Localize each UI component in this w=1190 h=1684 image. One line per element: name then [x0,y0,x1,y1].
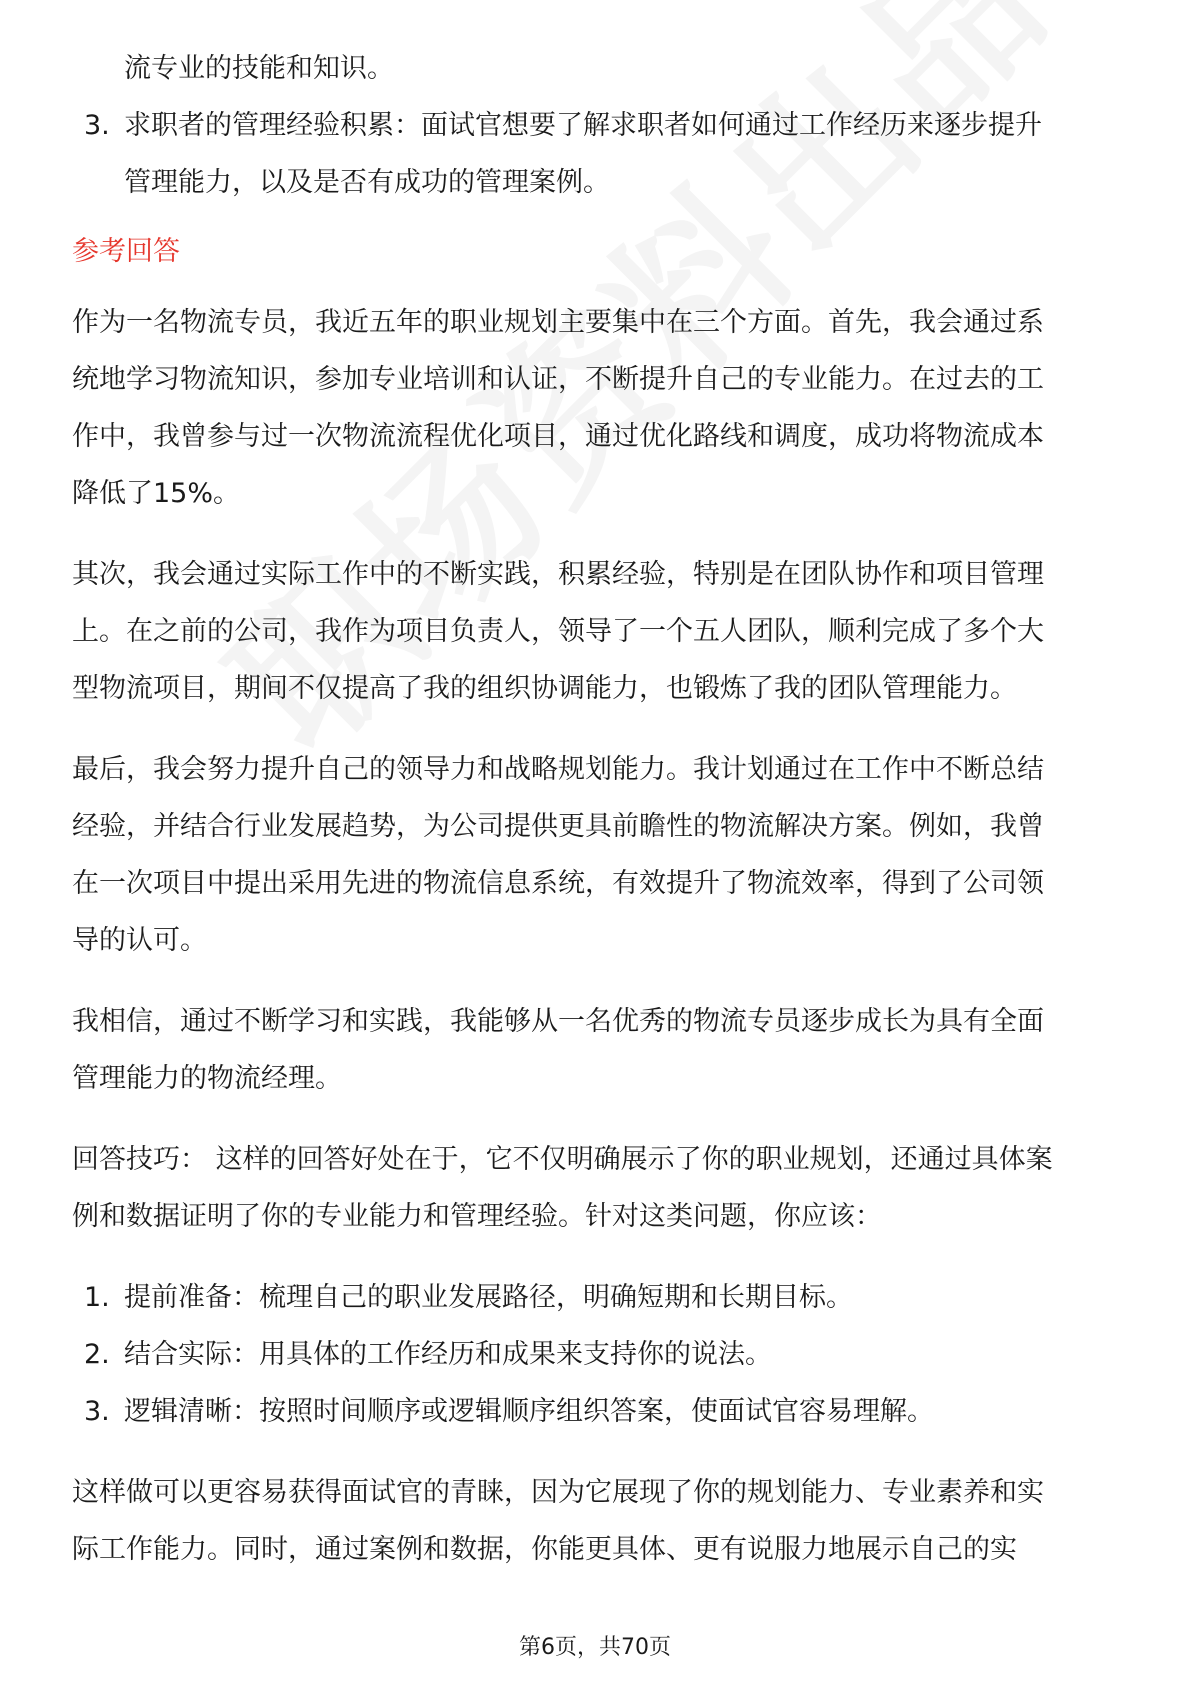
paragraph [72,993,1120,1107]
paragraph [72,741,1120,969]
list-item-line: 求职者的管理经验积累：面试官想要了解求职者如何通过工作经历来逐步提升 [124,110,1042,141]
list-item [72,1269,1120,1326]
paragraph-line: 我相信，通过不断学习和实践，我能够从一名优秀的物流专员逐步成长为具有全面 [72,1006,1044,1037]
list-item [72,97,1120,211]
section-heading: 参考回答 [72,236,180,267]
list-item-text: 提前准备：梳理自己的职业发展路径，明确短期和长期目标。 [124,1282,853,1313]
paragraph-line: 最后，我会努力提升自己的领导力和战略规划能力。我计划通过在工作中不断总结 [72,754,1044,785]
list-item-number: 1. [84,1282,110,1313]
paragraph-line: 统地学习物流知识，参加专业培训和认证，不断提升自己的专业能力。在过去的工 [72,364,1044,395]
page-number: 第6页，共70页 [519,1635,671,1660]
paragraph-line: 作中，我曾参与过一次物流流程优化项目，通过优化路线和调度，成功将物流成本 [72,421,1044,452]
list-item [72,1326,1120,1383]
list-item [72,1383,1120,1440]
paragraph-line: 作为一名物流专员，我近五年的职业规划主要集中在三个方面。首先，我会通过系 [72,307,1044,338]
page-content [72,40,1120,1578]
tips-list [72,1269,1120,1440]
list-item-text: 逻辑清晰：按照时间顺序或逻辑顺序组织答案，使面试官容易理解。 [124,1396,934,1427]
paragraph-line: 降低了15%。 [72,478,241,509]
list-item-number: 3. [84,1396,110,1427]
closing-paragraph [72,1464,1120,1578]
paragraph-line: 经验，并结合行业发展趋势，为公司提供更具前瞻性的物流解决方案。例如，我曾 [72,811,1044,842]
paragraph-line: 导的认可。 [72,925,207,956]
paragraph [72,294,1120,522]
list-item-text: 结合实际：用具体的工作经历和成果来支持你的说法。 [124,1339,772,1370]
paragraph-line: 例和数据证明了你的专业能力和管理经验。针对这类问题，你应该： [72,1201,882,1232]
list-item-number: 3. [84,110,110,141]
paragraph-line: 其次，我会通过实际工作中的不断实践，积累经验，特别是在团队协作和项目管理 [72,559,1044,590]
list-item-number: 2. [84,1339,110,1370]
paragraph-line: 在一次项目中提出采用先进的物流信息系统，有效提升了物流效率，得到了公司领 [72,868,1044,899]
paragraph-answer-tips [72,1131,1120,1245]
list-item-continuation: 流专业的技能和知识。 [124,53,394,84]
paragraph-line: 这样做可以更容易获得面试官的青睐，因为它展现了你的规划能力、专业素养和实 [72,1477,1044,1508]
paragraph-line: 型物流项目，期间不仅提高了我的组织协调能力，也锻炼了我的团队管理能力。 [72,673,1017,704]
top-list [72,40,1120,211]
list-item-line: 管理能力，以及是否有成功的管理案例。 [124,167,610,198]
paragraph-line: 回答技巧： 这样的回答好处在于，它不仅明确展示了你的职业规划，还通过具体案 [72,1144,1053,1175]
paragraph-line: 管理能力的物流经理。 [72,1063,342,1094]
paragraph-line: 上。在之前的公司，我作为项目负责人，领导了一个五人团队，顺利完成了多个大 [72,616,1044,647]
paragraph [72,546,1120,717]
paragraph-line: 际工作能力。同时，通过案例和数据，你能更具体、更有说服力地展示自己的实 [72,1534,1017,1565]
